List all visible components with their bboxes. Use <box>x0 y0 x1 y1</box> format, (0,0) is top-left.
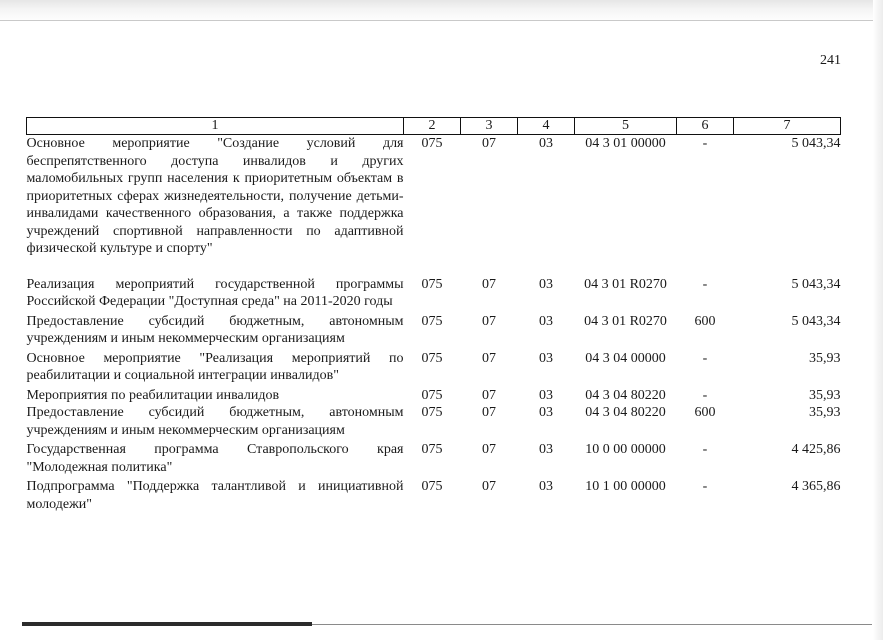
row-ministry-code: 075 <box>421 313 443 329</box>
row-name: Предоставление субсидий бюджетным, автономным учреждениям и иным некоммерческим организациям <box>26 405 404 438</box>
page-number: 241 <box>820 53 841 68</box>
row-section: 07 <box>482 479 496 494</box>
row-target-article: 10 0 00 00000 <box>585 442 666 457</box>
row-ministry-code: 075 <box>421 276 443 292</box>
row-name: Подпрограмма "Поддержка талантливой и инициативной молодежи" <box>26 479 404 512</box>
row-amount: 4 365,86 <box>791 479 841 494</box>
table-row <box>27 478 841 513</box>
row-section: 07 <box>482 136 496 151</box>
scan-edge-line <box>0 20 883 21</box>
row-subsection: 03 <box>539 313 553 329</box>
row-target-article: 04 3 04 80220 <box>585 405 666 420</box>
row-ministry-code: 075 <box>421 136 443 151</box>
row-ministry-code: 075 <box>421 405 443 420</box>
row-expense-type: 600 <box>694 313 716 329</box>
table-row <box>27 387 841 405</box>
row-name: Государственная программа Ставропольского края "Молодежная политика" <box>26 442 404 475</box>
row-section: 07 <box>482 405 496 420</box>
header-col-4: 4 <box>518 118 575 135</box>
row-name: Основное мероприятие "Реализация мероприятий по реабилитации и социальной интеграции инвалидов" <box>26 350 404 383</box>
header-col-6: 6 <box>677 118 734 135</box>
row-expense-type: - <box>702 442 708 457</box>
row-name: Реализация мероприятий государственной программы Российской Федерации "Доступная среда" на 2011-2020 годы <box>26 276 404 309</box>
header-col-2: 2 <box>404 118 461 135</box>
budget-table <box>26 117 841 513</box>
row-target-article: 10 1 00 00000 <box>585 479 666 494</box>
scan-shadow-top <box>0 0 883 22</box>
row-subsection: 03 <box>539 136 553 151</box>
row-subsection: 03 <box>539 405 553 420</box>
row-target-article: 04 3 04 80220 <box>585 387 666 403</box>
row-ministry-code: 075 <box>421 442 443 457</box>
row-subsection: 03 <box>539 479 553 494</box>
row-name: Предоставление субсидий бюджетным, автономным учреждениям и иным некоммерческим организациям <box>26 313 404 346</box>
row-expense-type: - <box>702 350 708 366</box>
table-row <box>27 276 841 313</box>
row-amount: 35,93 <box>809 350 841 366</box>
row-ministry-code: 075 <box>421 350 443 366</box>
row-target-article: 04 3 01 00000 <box>585 136 666 151</box>
header-col-1: 1 <box>27 118 404 135</box>
row-target-article: 04 3 01 R0270 <box>584 313 667 329</box>
header-col-7: 7 <box>734 118 841 135</box>
header-col-3: 3 <box>461 118 518 135</box>
row-section: 07 <box>482 350 496 366</box>
row-amount: 35,93 <box>809 387 841 403</box>
row-target-article: 04 3 04 00000 <box>585 350 666 366</box>
row-name: Основное мероприятие "Создание условий для беспрепятственного доступа инвалидов и других маломобильных групп населения к приоритетным объектам в приоритетных сферах жизнедеятельности, получение детьми-инвалидами качественного образования, а также поддержка учреждений спортивной направленности по адаптивной физической культуре и спорту" <box>26 136 404 256</box>
row-expense-type: - <box>702 479 708 494</box>
row-amount: 4 425,86 <box>791 442 841 457</box>
row-subsection: 03 <box>539 276 553 292</box>
row-target-article: 04 3 01 R0270 <box>584 276 667 292</box>
row-amount: 5 043,34 <box>791 136 841 151</box>
row-ministry-code: 075 <box>421 387 443 403</box>
row-section: 07 <box>482 313 496 329</box>
row-amount: 35,93 <box>809 405 841 420</box>
row-expense-type: - <box>702 387 708 403</box>
table-row <box>27 404 841 441</box>
row-expense-type: - <box>702 276 708 292</box>
scan-edge-line <box>22 622 312 626</box>
scan-edge-line <box>312 624 872 625</box>
table-row <box>27 313 841 350</box>
table-row <box>27 441 841 478</box>
row-expense-type: 600 <box>694 405 716 420</box>
row-subsection: 03 <box>539 387 553 403</box>
table-row <box>27 350 841 387</box>
table-row <box>27 135 841 276</box>
header-col-5: 5 <box>575 118 677 135</box>
row-expense-type: - <box>702 136 708 151</box>
row-subsection: 03 <box>539 442 553 457</box>
row-amount: 5 043,34 <box>791 313 841 329</box>
row-subsection: 03 <box>539 350 553 366</box>
row-ministry-code: 075 <box>421 479 443 494</box>
header-row <box>27 118 841 135</box>
row-amount: 5 043,34 <box>791 276 841 292</box>
scan-shadow-right <box>873 0 883 640</box>
row-section: 07 <box>482 276 496 292</box>
row-name: Мероприятия по реабилитации инвалидов <box>26 387 280 403</box>
row-section: 07 <box>482 442 496 457</box>
row-section: 07 <box>482 387 496 403</box>
